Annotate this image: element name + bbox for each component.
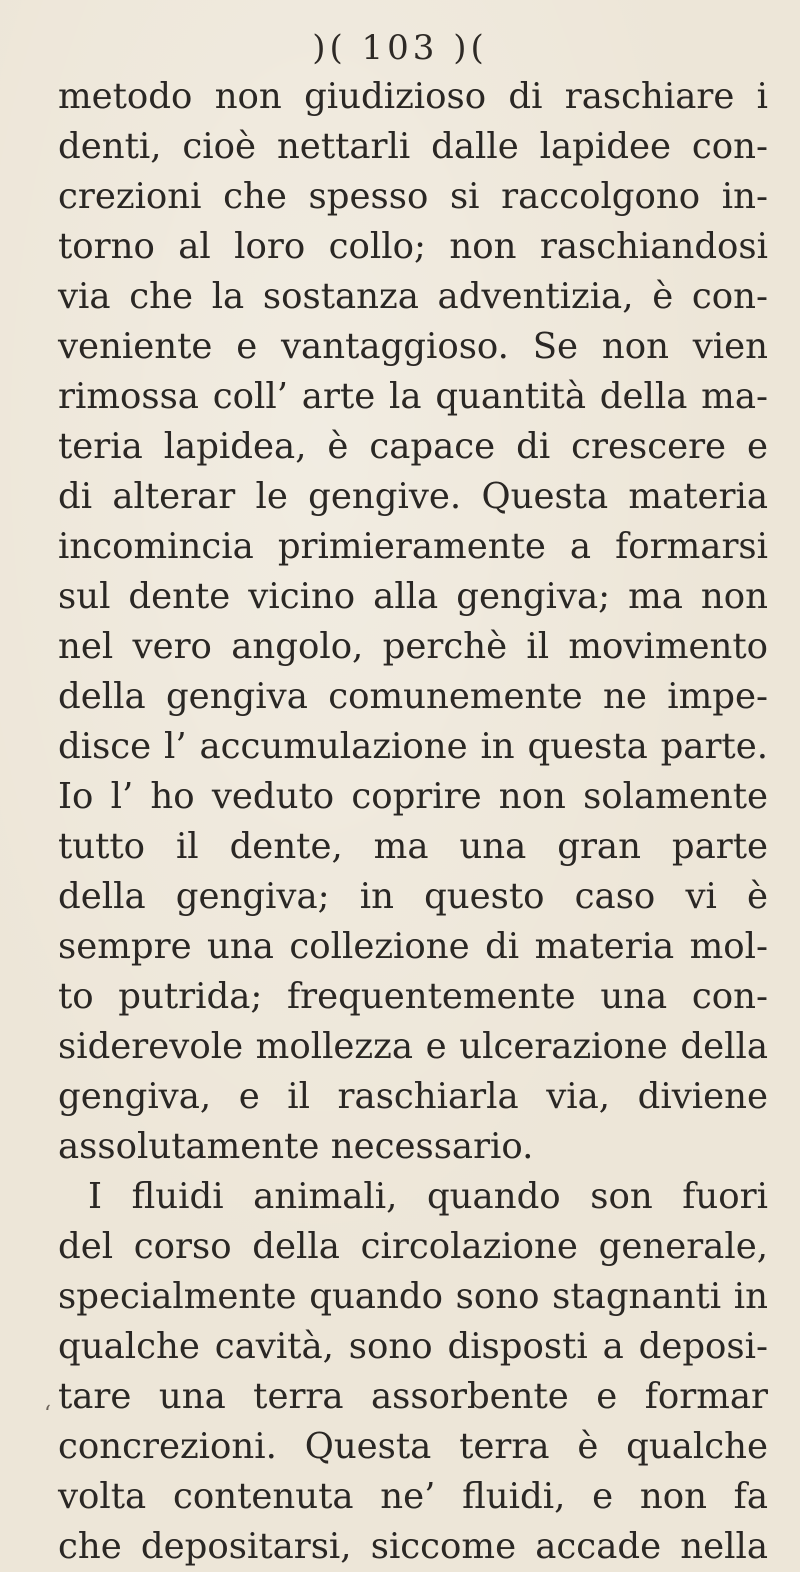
text-line: siderevole mollezza e ulcerazione della	[58, 1026, 768, 1067]
text-line: teria lapidea, è capace di crescere e	[58, 426, 768, 467]
text-line: volta contenuta ne’ fluidi, e non fa	[58, 1476, 768, 1517]
text-line: crezioni che spesso si raccolgono in-	[58, 176, 768, 217]
text-line: sul dente vicino alla gengiva; ma non	[58, 576, 768, 617]
text-line: veniente e vantaggioso. Se non vien	[58, 326, 768, 367]
text-line: torno al loro collo; non raschiandosi	[58, 226, 768, 267]
text-line: to putrida; frequentemente una con-	[58, 976, 768, 1017]
text-line: Io l’ ho veduto coprire non solamente	[58, 776, 768, 817]
text-line: che depositarsi, siccome accade nella	[58, 1526, 768, 1567]
text-line: tutto il dente, ma una gran parte	[58, 826, 768, 867]
text-line: della gengiva comunemente ne impe-	[58, 676, 768, 717]
text-line: sempre una collezione di materia mol-	[58, 926, 768, 967]
text-line: gengiva, e il raschiarla via, diviene	[58, 1076, 768, 1117]
text-line: qualche cavità, sono disposti a deposi-	[58, 1326, 768, 1367]
body-text	[58, 72, 768, 1572]
text-line: tare una terra assorbente e formar	[58, 1376, 768, 1417]
text-line: via che la sostanza adventizia, è con-	[58, 276, 768, 317]
text-line: incomincia primieramente a formarsi	[58, 526, 768, 567]
text-line: disce l’ accumulazione in questa parte.	[58, 726, 768, 767]
margin-mark: ‘	[44, 1402, 51, 1427]
text-line: specialmente quando sono stagnanti in	[58, 1276, 768, 1317]
page-header-number: )( 103 )(	[312, 28, 488, 68]
text-line: della gengiva; in questo caso vi è	[58, 876, 768, 917]
text-line: assolutamente necessario.	[58, 1126, 534, 1167]
text-line: nel vero angolo, perchè il movimento	[58, 626, 768, 667]
text-line: concrezioni. Questa terra è qualche	[58, 1426, 768, 1467]
text-line: denti, cioè nettarli dalle lapidee con-	[58, 126, 768, 167]
text-line: del corso della circolazione generale,	[58, 1226, 768, 1267]
text-line: rimossa coll’ arte la quantità della ma-	[58, 376, 768, 417]
text-line: metodo non giudizioso di raschiare i	[58, 76, 768, 117]
text-line: di alterar le gengive. Questa materia	[58, 476, 768, 517]
text-line: I fluidi animali, quando son fuori	[88, 1176, 768, 1217]
